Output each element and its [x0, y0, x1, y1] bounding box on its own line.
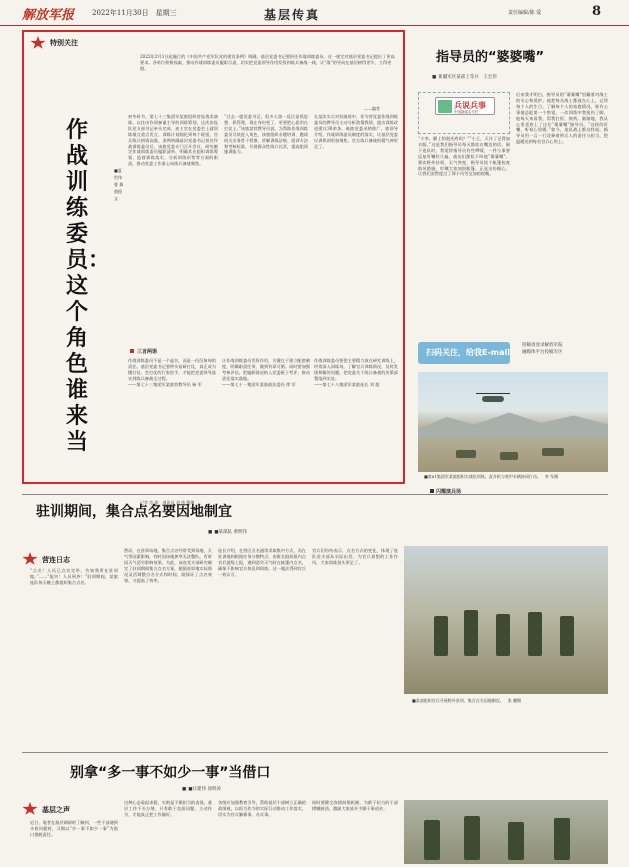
- comment-1-text: 作战训练委员不是一个虚名，而是一份沉甸甸的责任。基层党委书记要带头钻研打仗，真正成为懂打仗、会打仗的行家里手，才能把党委领导落实到练兵备战全过程。: [128, 358, 216, 381]
- soldier-figure: [560, 616, 574, 656]
- article-3-tag-label: 基层之声: [42, 805, 70, 814]
- article-2-tag-label: 营连日志: [42, 555, 70, 564]
- special-feature-box: [22, 30, 405, 505]
- page-number: 8: [592, 4, 602, 19]
- editor-lead: 2022年2月1日起施行的《中国共产党军队党的建设条例》明确，基层党委书记要担任作战训练委员。这一规定对基层党委书记提出了更高要求。各单位积极探索，推动作战训练委员履职尽责，切实把党委领导作用发挥到练兵备战一线，让“战”的导向在基层树得更牢、立得更稳。: [140, 54, 395, 71]
- column-badge-subtitle: 中国新闻名专栏: [454, 110, 479, 114]
- vehicle-icon: [542, 448, 564, 456]
- comment-col-2: [222, 358, 310, 498]
- section-title: 基层传真: [264, 8, 321, 22]
- star-icon: [30, 36, 46, 50]
- bottom-photo: [404, 800, 608, 864]
- comment-2-text: 让作战训练委员发挥作用，关键在于建立配套制度，明确职责任务，做到有章可循。同时要加强考核评估，把履职情况纳入党委班子考评，推动责任落实落地。: [222, 358, 310, 381]
- soldier-figure: [496, 614, 510, 656]
- mountain-shape: [418, 408, 608, 438]
- sub-section-heading: 三言两语: [130, 348, 157, 355]
- article-3-byline: ■ ■汪建伟 徐明涛: [182, 786, 221, 792]
- feature-byline: ■夏世伟 曹 雄 敖稳文: [114, 168, 124, 201]
- issue-date: 2022年11月30日 星期三: [92, 9, 177, 17]
- soldier-figure: [528, 612, 542, 656]
- field-photo-caption: ■某部组织官兵开展野外驻训，集合点名因地制宜。 张 鹏摄: [412, 698, 522, 703]
- comment-2-sign: ——第七十一集团军某旅政治委员 徐 军: [222, 381, 296, 387]
- newspaper-logo: 解放军报: [22, 8, 75, 23]
- helicopter-icon: [482, 396, 504, 402]
- article-2-col-4: 官兵们纷纷表示，点名方式的变化，体现了连队党支部从实际出发、为官兵着想的工作作风，大家训练劲头更足了。: [312, 548, 398, 565]
- feature-headline: 作战训练委员：这个角色谁来当: [66, 118, 111, 455]
- comment-1-sign: ——第七十三集团军某旅营教导员 杨 军: [128, 381, 202, 387]
- soldier-icon: [438, 100, 452, 113]
- section-divider: [22, 494, 608, 495]
- article-3-col-4: 同时要健全容错纠错机制，为敢于担当的干部撑腰鼓劲，激励大家放开手脚干事创业。: [312, 800, 398, 811]
- column-badge-box: [418, 92, 510, 134]
- vehicle-icon: [456, 450, 476, 458]
- section-label: 闪耀演兵场: [430, 488, 461, 495]
- training-photo-caption: ■第81集团军某旅组织实战化训练，直升机与装甲车辆协同行动。 李 军摄: [424, 474, 559, 479]
- compiler-credit: 记者 范 俊 通讯员 刘 伟 整理: [140, 500, 195, 505]
- star-icon: [22, 552, 38, 566]
- helicopter-rotor-icon: [476, 393, 510, 394]
- soldier-figure: [508, 822, 524, 860]
- comment-col-1: [128, 358, 216, 498]
- soldier-figure: [424, 820, 440, 860]
- article-2-col-2: 然而，在驻训场地，集合点名经常受到场地、天气等因素影响，有时因场地狭窄无法整队，有时因天气恶劣影响效果。为此，该连党支部研究制定了驻训期间集合点名方案，根据驻训地实际情况灵活调整点名方式和时间，既保证了点名效果，又提高了效率。: [124, 548, 212, 583]
- article-2-byline: ■ ■某部队 黄明伟: [208, 529, 247, 535]
- feature-body-col-2: “过去一提党委书记，很多人第一反应是抓思想、抓管理，现在身份变了，更要把心思用在打仗上。”该旅某营教导员说。为帮助作战训练委员尽快进入角色，该旅组织专题培训，邀请机关业务骨干授课，讲解训练法规、组训方法和考核标准，开展群众性练兵比武，提高组训施训能力。: [224, 114, 308, 155]
- guide-body-col-1: “小李，脚上的泡还疼吗？”“小王，天冷了记得加衣服。”这是我们指导员每天都挂在嘴边的话。刚下连队时，我觉得指导员有些啰嗦，一件小事要反复叮嘱好几遍，战友们都私下叫他“婆婆嘴”。那次野外驻训，天气突变，指导员挨个帐篷检查防风措施，叮嘱大家加固帐篷，正是这份细心，让我们安然度过了那个风雪交加的夜晚。: [418, 136, 510, 177]
- column-badge: [435, 97, 495, 115]
- vehicle-icon: [500, 452, 518, 460]
- contact-info: [522, 342, 563, 356]
- column-badge-title: 兵说兵事: [454, 100, 486, 110]
- comment-3-sign: ——第七十八集团军某旅连长 刘 超: [314, 381, 380, 387]
- feature-body-col-1: 初冬时节，第七十三集团军某旅组织营连战术演练。以往由作训参谋主导的训练筹划，这次由连队党支部书记牵头完成。连主官在党委会上就训练难点重点发言，训练计划细化到每个班组，官兵练兵热情高涨。条例明确基层党委书记担任作战训练委员后，该旅党委专门召开会议，研究制定作战训练委员履职清单，明确其在组织训练筹划、监督训练落实、分析训练形势等方面的职责，推动党委工作重心向练兵备战聚焦。: [128, 114, 218, 167]
- field-photo: [404, 546, 608, 694]
- soldier-figure: [464, 610, 478, 656]
- guide-article-byline: ■ 新疆军区某部上等兵 王宏伟: [432, 74, 497, 80]
- comment-col-3: [314, 358, 398, 498]
- article-2-col-3: 连长介绍，在营区点名通常采取集中方式，而在驻训地则根据任务分散特点，由班长组织班内点名后逐级上报，遇到恶劣天气时在帐篷内点名，确保不影响官兵休息和训练。这一做法得到官兵一致认可。: [218, 548, 306, 577]
- soldier-figure: [554, 818, 570, 860]
- article-3-tag: [22, 802, 112, 816]
- training-photo: [418, 372, 608, 472]
- special-tag-label: 特别关注: [50, 38, 78, 47]
- article-3-col-2: 这种心态看似求稳，实则是不敢担当的表现。基层工作千头万绪，只有敢于直面问题、主动作为，才能真正把工作做好。: [124, 800, 212, 817]
- article-3-col-1: 近日，笔者在基层调研时了解到，一些干部遇到矛盾问题时，习惯以“多一事不如少一事”为借口推脱责任。: [30, 820, 118, 837]
- article-2-col-1: “点名！人员已点名完毕，告知我所在驻训地。”……“报告！人员到齐！”驻训期间，某旅连队每天晚上都组织集合点名。: [30, 568, 118, 585]
- guide-article-title: 指导员的“婆婆嘴”: [436, 50, 545, 65]
- soldier-figure: [434, 616, 448, 656]
- masthead: [0, 0, 629, 26]
- editor-sign: ——编者: [364, 106, 380, 111]
- page-editor: 责任编辑/陈 爱: [508, 10, 542, 16]
- article-2-title: 驻训期间，集合点名要因地制宜: [36, 504, 232, 520]
- email-banner[interactable]: [418, 342, 510, 364]
- contact-banner: [418, 338, 608, 368]
- article-3-title: 别拿“多一事不如少一事”当借口: [70, 765, 271, 781]
- article-2-tag: [22, 552, 112, 566]
- contact-info-line-2: 融媒体平台投稿专区: [522, 350, 563, 355]
- special-tag: [30, 36, 110, 50]
- article-3-col-3: 各级应加强教育引导，帮助基层干部树立正确的政绩观，以担当作为的实际行动推动工作落实，切实为官兵解难事、办实事。: [218, 800, 306, 817]
- comment-3-text: 作战训练委员要把主要精力放在研究训练上，经常深入训练场，了解官兵训练情况，及时发现和解决问题，把党委关于练兵备战的决策部署落到实处。: [314, 358, 398, 381]
- section-divider: [22, 752, 608, 753]
- soldier-figure: [464, 816, 480, 860]
- star-icon: [22, 802, 38, 816]
- guide-body-col-2: 后来我才明白，指导员的“婆婆嘴”里藏着对战士的关心和爱护。他把每名战士都放在心上，记得每个人的生日，了解每个人的家庭情况，谁有心事他总能第一个察觉。一次训练中我扭伤了脚，他每天来看我，帮我打饭、换药。渐渐地，我从心里喜欢上了这位“婆婆嘴”指导员。“这样的叮嘱，听着心里暖。”如今，连队战士都这样说。指导员用一言一行诠释着带兵人的责任与担当，把温暖送到每名官兵心坎上。: [516, 92, 608, 145]
- feature-body-col-3: 在某次实兵对抗演练中，作为营党委作战训练委员的教导员主动分析敌情我情，提出训练改进建议30余条，被旅党委采纳推广。旅领导介绍，作战训练委员制度的落实，让基层党委议训抓训更加聚焦，官兵练兵备战的精气神更足了。: [314, 114, 398, 149]
- contact-info-line-1: 投稿请登录解放军报: [522, 343, 563, 348]
- email-banner-text: 扫码关注，给我E-mail: [426, 348, 511, 357]
